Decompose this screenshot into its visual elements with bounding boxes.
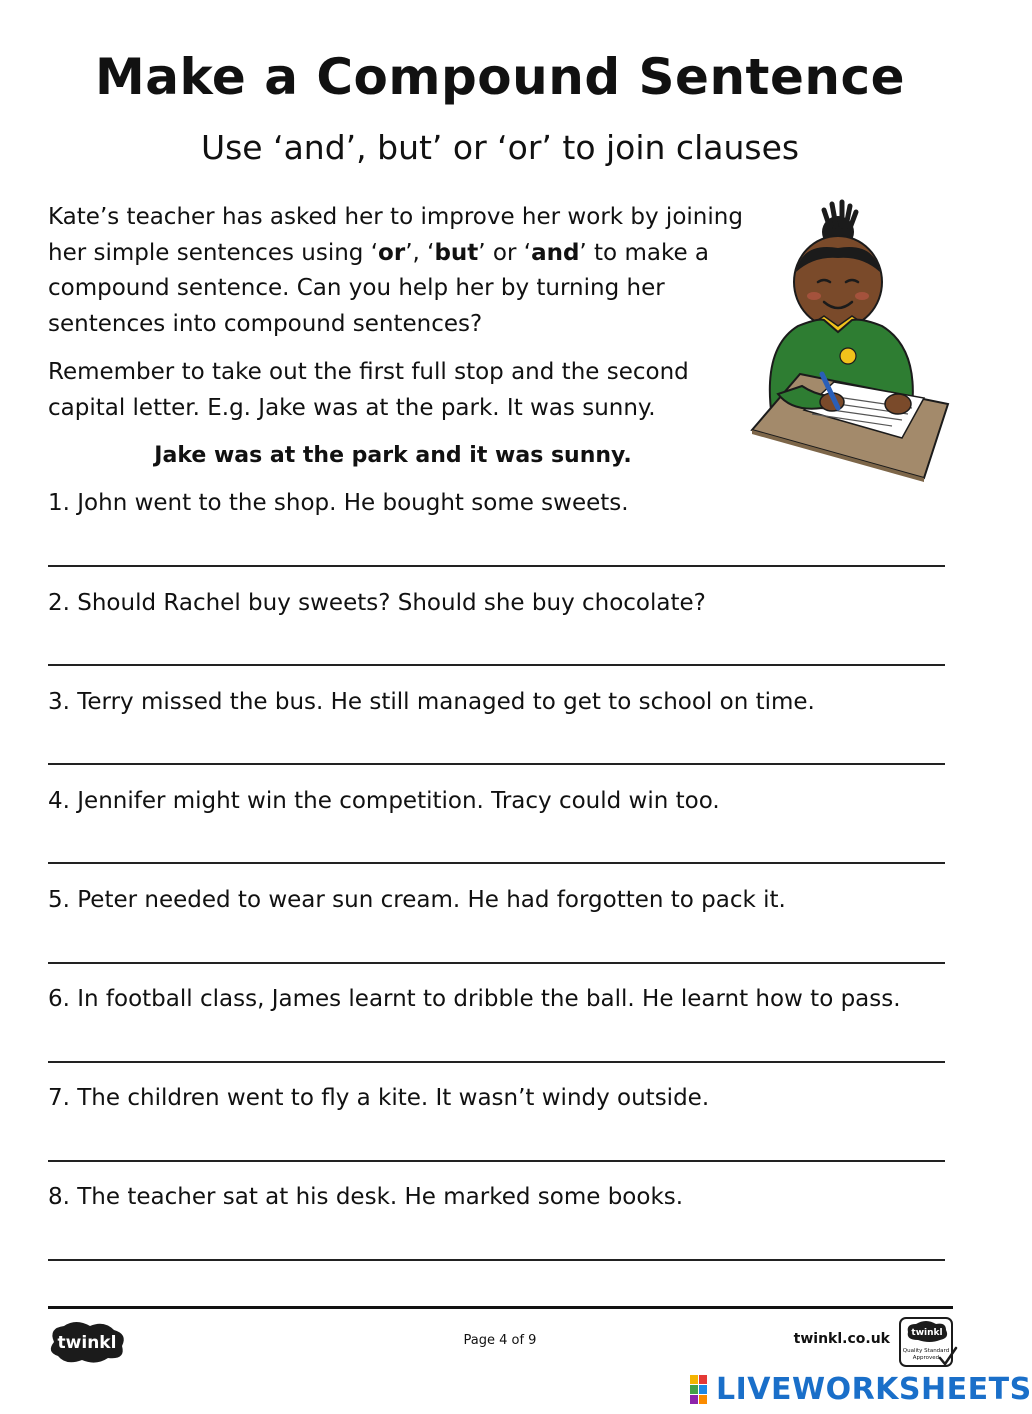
liveworksheets-logo-icon [690,1375,716,1405]
svg-text:twinkl: twinkl [57,1333,117,1353]
svg-text:Quality Standard: Quality Standard [902,1348,950,1354]
answer-line-8[interactable] [48,1259,945,1261]
question-3: 3. Terry missed the bus. He still managed to get to school on time. [48,689,815,715]
page-number: Page 4 of 9 [463,1333,537,1348]
question-7: 7. The children went to fly a kite. It wasn’t windy outside. [48,1085,710,1111]
question-5: 5. Peter needed to wear sun cream. He had forgotten to pack it. [48,887,786,913]
question-8: 8. The teacher sat at his desk. He marked some books. [48,1184,684,1210]
school-badge-icon [840,348,856,364]
quality-badge [898,1316,958,1370]
page-subtitle: Use ‘and’, but’ or ‘or’ to join clauses [200,128,800,167]
question-6: 6. In football class, James learnt to dribble the ball. He learnt how to pass. [48,986,901,1012]
answer-line-6[interactable] [48,1061,945,1063]
question-1: 1. John went to the shop. He bought some sweets. [48,490,629,516]
svg-text:twinkl: twinkl [911,1328,943,1338]
question-2: 2. Should Rachel buy sweets? Should she buy chocolate? [48,590,706,616]
keyword-and: and [531,239,580,266]
answer-line-5[interactable] [48,962,945,964]
example-sentence: Jake was at the park and it was sunny. [154,443,632,468]
instruction-paragraph: Remember to take out the first full stop and the second capital letter. E.g. Jake was at the park. It was sunny. [48,359,689,421]
intro-paragraph: Kate’s teacher has asked her to improve her work by joining her simple sentences using ‘or’, ‘but’ or ‘and’ to make a compound sentence. Can you help her by turning her sentences into compound sentences? [48,204,743,337]
site-url-link[interactable]: twinkl.co.uk [793,1331,890,1347]
girl-writing-illustration [752,198,952,480]
keyword-but: but [434,239,479,266]
question-4: 4. Jennifer might win the competition. Tracy could win too. [48,788,720,814]
liveworksheets-text: LIVEWORKSHEETS [716,1372,1032,1407]
answer-line-7[interactable] [48,1160,945,1162]
footer-divider [48,1306,953,1309]
liveworksheets-watermark [690,1372,1032,1407]
page-title: Make a Compound Sentence [94,48,906,106]
twinkl-logo[interactable] [46,1320,128,1364]
answer-line-4[interactable] [48,862,945,864]
answer-line-2[interactable] [48,664,945,666]
svg-text:Approved: Approved [912,1355,940,1361]
answer-line-3[interactable] [48,763,945,765]
keyword-or: or [378,239,406,266]
answer-line-1[interactable] [48,565,945,567]
